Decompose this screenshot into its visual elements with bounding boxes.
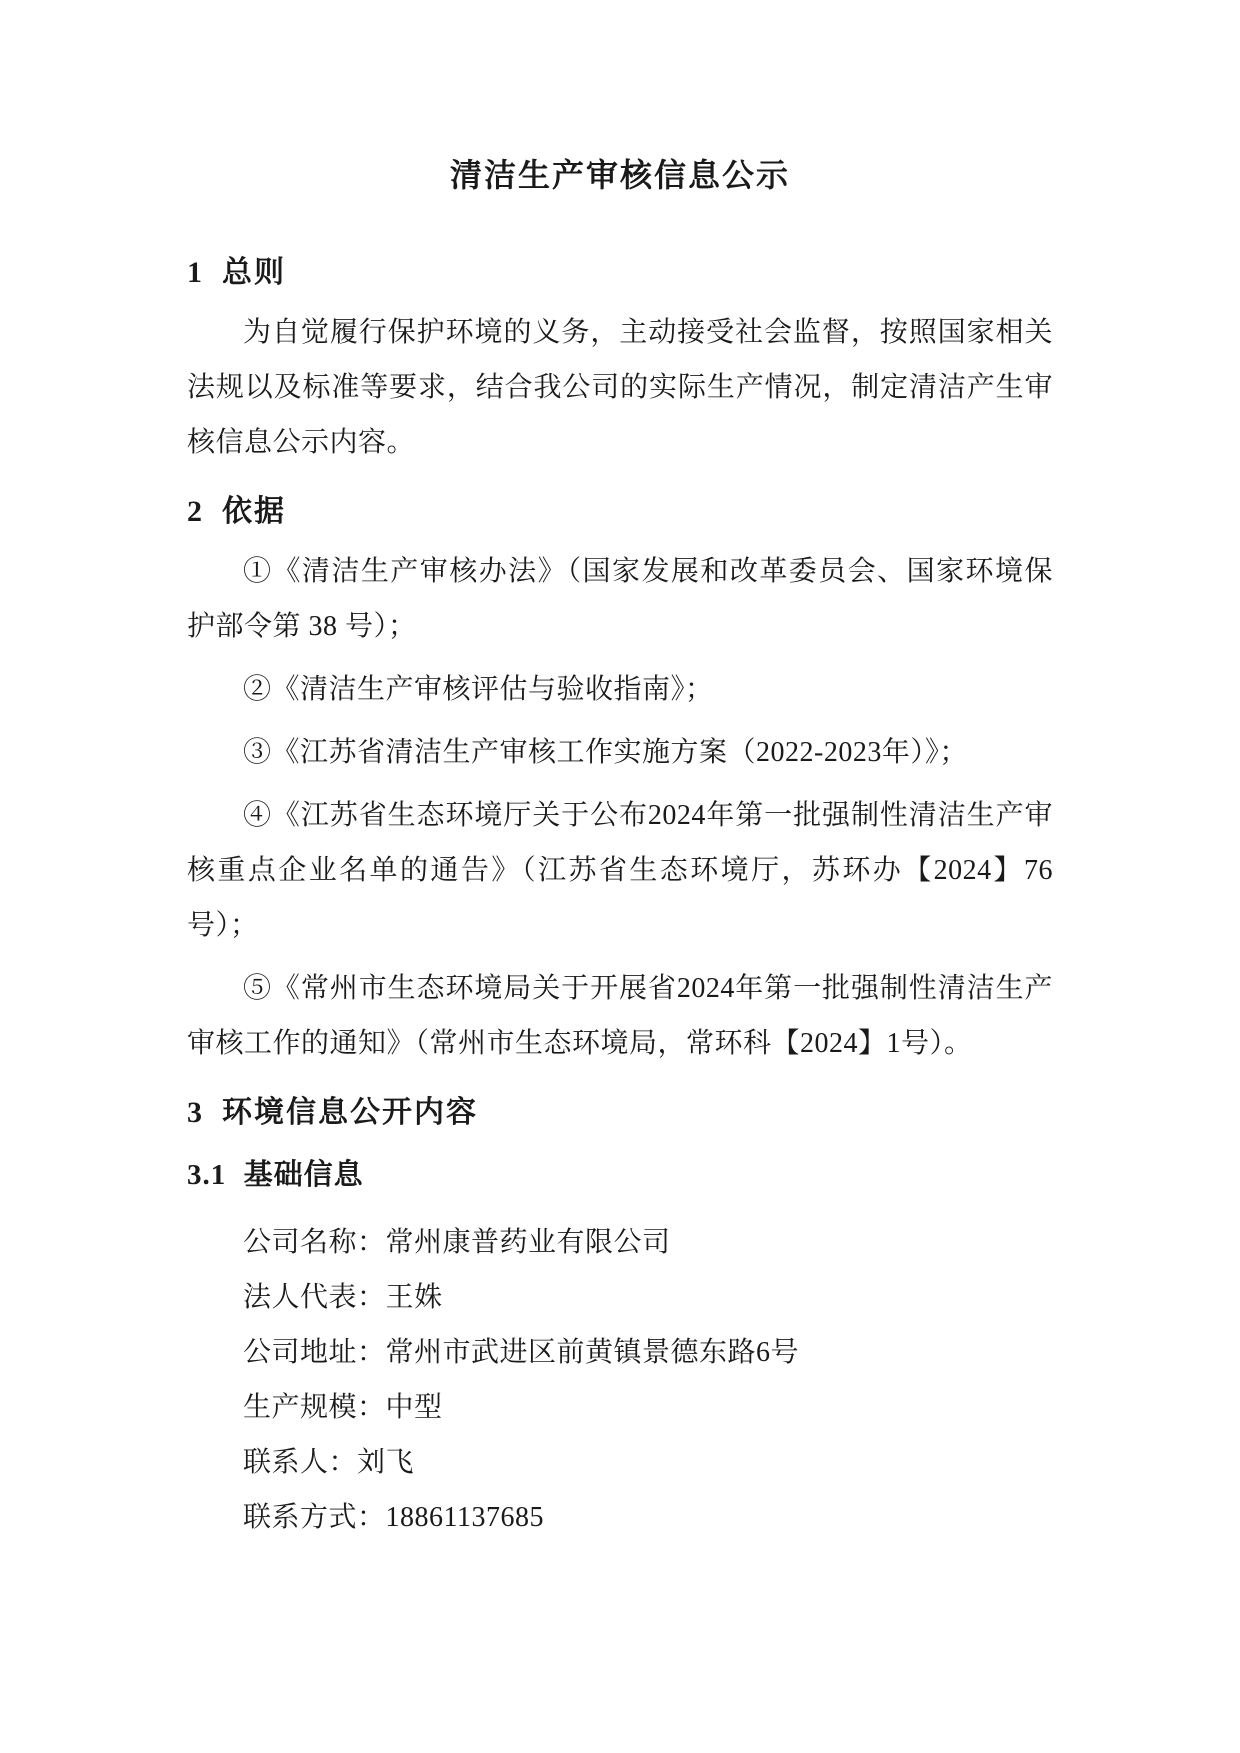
paragraph	[187, 544, 1053, 654]
section-title: 总则	[222, 256, 286, 289]
basic-info-list	[187, 1215, 1053, 1545]
info-row	[187, 1215, 1053, 1270]
text-line: 护部令第 38 号）；	[187, 611, 417, 642]
text-line: ⑤《常州市生态环境局关于开展省2024年第一批强制性清洁生产	[243, 973, 1053, 1004]
info-row	[187, 1380, 1053, 1435]
info-label: 法人代表	[243, 1282, 358, 1313]
text-line: 核信息公示内容。	[187, 427, 416, 458]
section-heading	[187, 1155, 1053, 1195]
colon-separator: ：	[357, 1392, 386, 1423]
info-label: 联系方式	[243, 1502, 358, 1533]
info-value: 常州康普药业有限公司	[385, 1227, 671, 1258]
document-blocks	[187, 253, 1053, 1545]
text-line: 审核工作的通知》（常州市生态环境局，常环科【2024】1号）。	[187, 1028, 973, 1059]
section-heading	[187, 253, 1053, 293]
paragraph	[187, 662, 1053, 717]
colon-separator: ：	[328, 1447, 358, 1478]
text-line: 号）；	[187, 910, 259, 941]
text-line: 核重点企业名单的通告》（江苏省生态环境厅，苏环办【2024】76	[187, 855, 1053, 886]
paragraph	[187, 305, 1053, 470]
info-row	[187, 1270, 1053, 1325]
text-line: 法规以及标准等要求，结合我公司的实际生产情况，制定清洁产生审	[187, 372, 1053, 403]
colon-separator: ：	[357, 1282, 386, 1313]
info-label: 联系人	[243, 1447, 329, 1478]
info-label: 公司地址	[243, 1337, 358, 1368]
text-line: ②《清洁生产审核评估与验收指南》；	[243, 674, 714, 705]
text-line: 为自觉履行保护环境的义务，主动接受社会监督，按照国家相关	[243, 317, 1053, 348]
colon-separator: ：	[357, 1502, 386, 1533]
colon-separator: ：	[357, 1227, 386, 1258]
info-row	[187, 1435, 1053, 1490]
info-label: 生产规模	[243, 1392, 358, 1423]
text-line: ③《江苏省清洁生产审核工作实施方案（2022-2023年）》；	[243, 737, 968, 768]
info-label: 公司名称	[243, 1227, 358, 1258]
info-value: 刘飞	[357, 1447, 415, 1478]
info-value: 王姝	[385, 1282, 443, 1313]
section-title: 基础信息	[243, 1159, 364, 1191]
text-line: ④《江苏省生态环境厅关于公布2024年第一批强制性清洁生产审	[243, 800, 1053, 831]
section-title: 环境信息公开内容	[222, 1096, 478, 1129]
colon-separator: ：	[357, 1337, 386, 1368]
text-line: ①《清洁生产审核办法》（国家发展和改革委员会、国家环境保	[243, 556, 1053, 587]
paragraph	[187, 788, 1053, 953]
document-body	[187, 0, 1053, 1545]
section-number: 3	[187, 1096, 204, 1129]
document-title: 清洁生产审核信息公示	[449, 157, 790, 193]
section-heading	[187, 1093, 1053, 1133]
section-number: 3.1	[187, 1159, 227, 1191]
info-value: 18861137685	[385, 1502, 544, 1533]
info-row	[187, 1325, 1053, 1380]
paragraph	[187, 725, 1053, 780]
section-heading	[187, 492, 1053, 532]
info-value: 常州市武进区前黄镇景德东路6号	[385, 1337, 800, 1368]
info-value: 中型	[385, 1392, 443, 1423]
section-title: 依据	[222, 495, 286, 528]
paragraph	[187, 961, 1053, 1071]
section-number: 1	[187, 256, 204, 289]
info-row	[187, 1490, 1053, 1545]
section-number: 2	[187, 495, 204, 528]
